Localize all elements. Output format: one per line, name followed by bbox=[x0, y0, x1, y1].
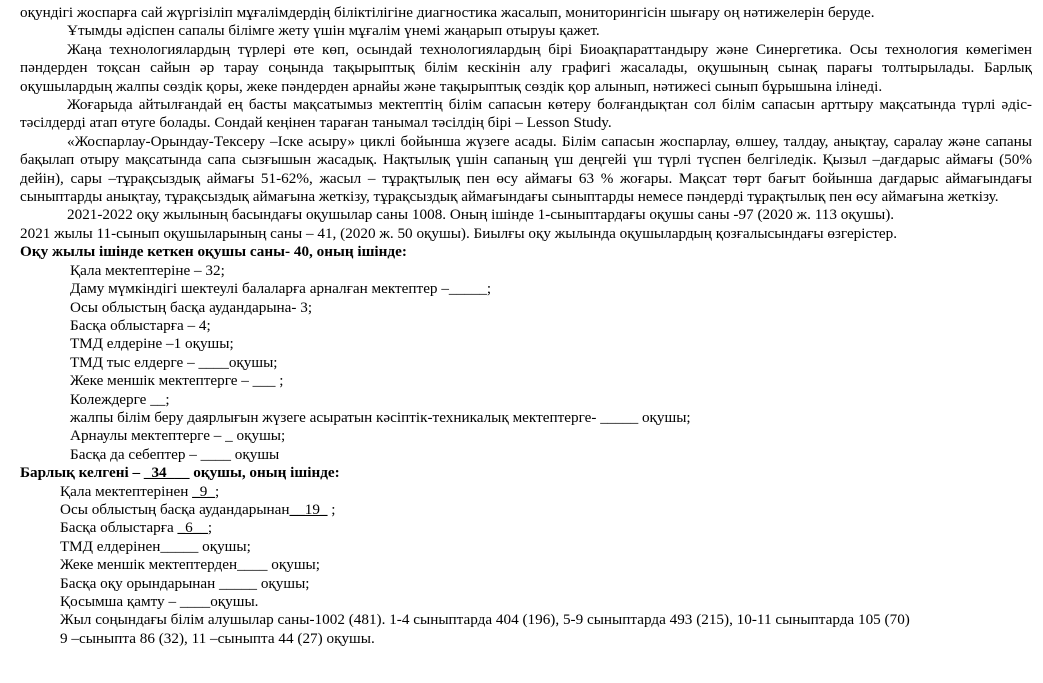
paragraph-grade11-count: 2021 жылы 11-сынып оқушыларының саны – 41, (2020 ж. 50 оқушы). Биылғы оқу жылында оқушылардың қозғалысындағы өзгерістер. bbox=[20, 224, 898, 242]
grades-summary: 9 –сыныпта 86 (32), 11 –сыныпта 44 (27) оқушы. bbox=[60, 629, 375, 647]
year-end-summary: Жыл соңындағы білім алушылар саны-1002 (481). 1-4 сыныптарда 404 (196), 5-9 сыныптарда 493 (215), 10-11 сыныптарда 105 (70) bbox=[60, 611, 910, 629]
left-students-list bbox=[20, 262, 1032, 464]
list-item: Даму мүмкіндігі шектеулі балаларға арналған мектептер –_____; bbox=[70, 280, 492, 298]
list-item: Жеке меншік мектептерден____ оқушы; bbox=[60, 556, 320, 574]
left-students-heading: Оқу жылы ішінде кеткен оқушы саны- 40, оның ішінде: bbox=[20, 243, 407, 261]
paragraph-lesson-study: Жоғарыда айтылғандай ең басты мақсатымыз мектептің білім сапасын көтеру болғандықтан сол білім сапасын арттыру мақсатында түрлі әдіс-тәсілдерді атап өтуге болады. Сондай кеңінен тараған танымал тәсілдің бірі – Lesson Study. bbox=[20, 96, 1032, 132]
arrived-heading-suffix: ___ оқушы, оның ішінде: bbox=[166, 464, 340, 482]
paragraph-teacher-renewal: Ұтымды әдіспен сапалы білімге жету үшін мұғалім үнемі жаңарып отыруы қажет. bbox=[67, 22, 600, 40]
list-item: Басқа оқу орындарынан _____ оқушы; bbox=[60, 574, 310, 592]
list-item: ТМД елдеріне –1 оқушы; bbox=[70, 335, 234, 353]
city-schools-label: Қала мектептерінен bbox=[60, 482, 193, 500]
list-item: ТМД елдерінен_____ оқушы; bbox=[60, 537, 251, 555]
arrived-students-list bbox=[20, 483, 1032, 649]
list-item: Қосымша қамту – ____оқушы. bbox=[60, 593, 259, 610]
city-schools-end: ; bbox=[214, 482, 220, 500]
other-districts-end: ; bbox=[327, 500, 336, 518]
arrived-heading-prefix: Барлық келгені – _ bbox=[20, 464, 152, 482]
paragraph-pdca-cycle: «Жоспарлау-Орындау-Тексеру –Іске асыру» циклі бойынша жүзеге асады. Білім сапасын жоспарлау, өлшеу, талдау, анықтау, саралау және сапаны бақылап отыру мақсатында сапа сызғышын жасадық. Нақтылық үшін сапаның үш деңгейі үш түрлі түспен белгіледік. Қызыл –дағдарыс аймағы (50% дейін), сары –тұрақсыздық аймағы 51-62%, жасыл – тұрақтылық пен өсу аймағы 63 % жоғары. Мақсат төрт бағыт бойынша дағдарыс аймағындағы сыныптарды анықтау, тұрақсыздық аймағына жеткізу, тұрақсыздық аймағындағы сыныптарды немесе пәндерді тұрақтылық пен өсу аймағына жеткізу. bbox=[20, 132, 1032, 206]
list-item: Қала мектептеріне – 32; bbox=[70, 261, 225, 279]
list-item: Арнаулы мектептерге – _ оқушы; bbox=[70, 427, 286, 445]
other-districts-count: __19_ bbox=[289, 500, 328, 518]
list-item: Басқа облыстарға – 4; bbox=[70, 316, 211, 334]
city-schools-count: _9_ bbox=[192, 482, 215, 500]
paragraph-diagnostics: оқундігі жоспарға сай жүргізіліп мұғалімдердің біліктілігіне диагностика жасалып, мониторингісін шығару оң нәтижелерін беруде. bbox=[20, 4, 875, 21]
list-item: Колеждерге __; bbox=[70, 390, 170, 408]
paragraph-student-count-2021: 2021-2022 оқу жылының басындағы оқушылар саны 1008. Оның ішінде 1-сыныптардағы оқушы саны -97 (2020 ж. 113 оқушы). bbox=[67, 206, 895, 224]
other-districts-label: Осы облыстың басқа аудандарынан bbox=[60, 500, 290, 518]
list-item: Осы облыстың басқа аудандарына- 3; bbox=[70, 298, 313, 316]
list-item: ТМД тыс елдерге – ____оқушы; bbox=[70, 353, 278, 371]
list-item: Жеке меншік мектептерге – ___ ; bbox=[70, 372, 284, 390]
other-regions-count: _6__ bbox=[177, 519, 208, 537]
list-item: жалпы білім беру даярлығын жүзеге асыратын кәсіптік-техникалық мектептерге- _____ оқушы; bbox=[70, 408, 691, 426]
list-item-other-districts bbox=[20, 501, 1032, 519]
paragraph-new-technologies: Жаңа технологиялардың түрлері өте көп, осындай технологиялардың бірі Биоақпараттандыру және Синергетика. Осы технология көмегімен пәндерден тоқсан сайын әр тарау соңында тақырыптық білім кескінін алу графигі жасалады, оқушының сынақ парағы толтырылады. Барлық оқушылардың жалпы сөздік қоры, жеке пәндерден арнайы және тақырыптық сөздік қор алынып, нәтижесі сынып бұрышына ілінеді. bbox=[20, 40, 1032, 95]
other-regions-label: Басқа облыстарға bbox=[60, 519, 178, 537]
list-item-other-regions bbox=[20, 519, 1032, 537]
arrived-total-count: 34 bbox=[151, 464, 167, 482]
list-item-city-schools bbox=[20, 483, 1032, 501]
list-item: Басқа да себептер – ____ оқушы bbox=[70, 445, 280, 463]
other-regions-end: ; bbox=[207, 519, 213, 537]
arrived-students-heading bbox=[20, 464, 1032, 482]
